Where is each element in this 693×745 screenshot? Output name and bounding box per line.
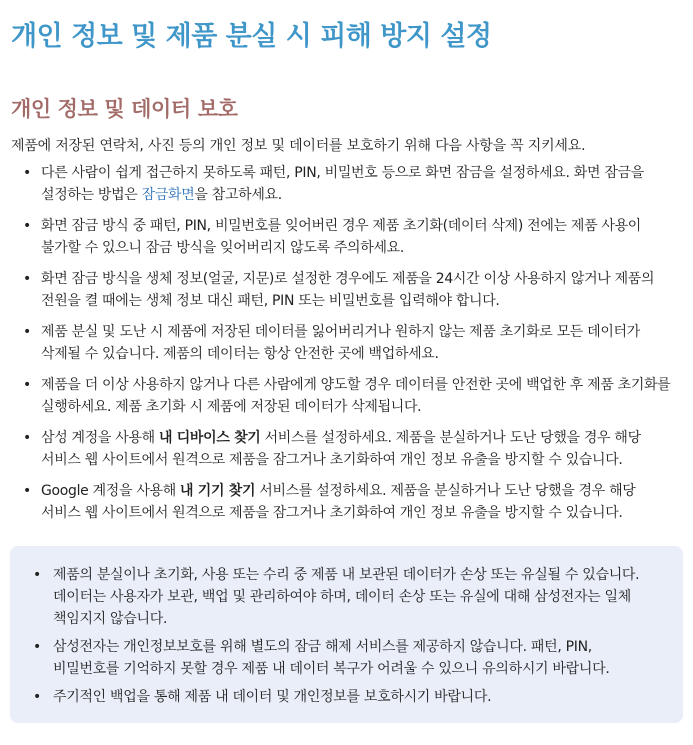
list-item-line: 서비스 웹 사이트에서 원격으로 제품을 잠그거나 초기화하여 개인 정보 유출을 방지할 수 있습니다. bbox=[41, 452, 623, 468]
notice-item bbox=[10, 564, 683, 630]
notice-box bbox=[10, 546, 683, 723]
notice-item bbox=[10, 686, 683, 708]
find-my-device-google-label: 내 기기 찾기 bbox=[180, 483, 256, 499]
list-item-text: 을 참고하세요. bbox=[194, 187, 282, 203]
notice-line: • 주기적인 백업을 통해 제품 내 데이터 및 개인정보를 보호하시기 바랍니다. bbox=[53, 689, 492, 705]
list-item bbox=[0, 215, 693, 259]
notice-item bbox=[10, 636, 683, 680]
list-item bbox=[0, 162, 693, 206]
list-item bbox=[0, 427, 693, 471]
list-item-text: Google 계정을 사용해 bbox=[41, 483, 181, 499]
list-item-text: 서비스를 설정하세요. 제품을 분실하거나 도난 당했을 경우 해당 bbox=[260, 430, 641, 446]
list-item-line: • 제품을 더 이상 사용하지 않거나 다른 사람에게 양도할 경우 데이터를 안전한 곳에 백업한 후 제품 초기화를 bbox=[41, 377, 671, 393]
list-item-line: 서비스 웹 사이트에서 원격으로 제품을 잠그거나 초기화하여 개인 정보 유출을 방지할 수 있습니다. bbox=[41, 505, 623, 521]
list-item-line: • 다른 사람이 쉽게 접근하지 못하도록 패턴, PIN, 비밀번호 등으로 화면 잠금을 설정하세요. 화면 잠금을 bbox=[41, 165, 644, 181]
list-item-line: 실행하세요. 제품 초기화 시 제품에 저장된 데이터가 삭제됩니다. bbox=[41, 399, 422, 415]
notice-line: • 삼성전자는 개인정보보호를 위해 별도의 잠금 해제 서비스를 제공하지 않습니다. 패턴, PIN, bbox=[53, 639, 592, 655]
list-item bbox=[0, 321, 693, 365]
list-item bbox=[0, 480, 693, 524]
list-item-line: 불가할 수 있으니 잠금 방식을 잊어버리지 않도록 주의하세요. bbox=[41, 240, 404, 256]
list-item-text: 삼성 계정을 사용해 bbox=[41, 430, 159, 446]
lock-screen-link[interactable]: 잠금화면 bbox=[141, 187, 195, 203]
page-title: 개인 정보 및 제품 분실 시 피해 방지 설정 bbox=[11, 21, 492, 52]
notice-list bbox=[10, 564, 683, 714]
list-item-line: 삭제될 수 있습니다. 제품의 데이터는 항상 안전한 곳에 백업하세요. bbox=[41, 346, 439, 362]
section-heading: 개인 정보 및 데이터 보호 bbox=[11, 97, 238, 121]
list-item-line bbox=[41, 184, 689, 206]
list-item-line bbox=[41, 427, 689, 449]
list-item-text: 설정하는 방법은 bbox=[41, 187, 142, 203]
list-item-line: • 제품 분실 및 도난 시 제품에 저장된 데이터를 잃어버리거나 원하지 않는 제품 초기화로 모든 데이터가 bbox=[41, 324, 640, 340]
list-item-line: 전원을 켤 때에는 생체 정보 대신 패턴, PIN 또는 비밀번호를 입력해야 합니다. bbox=[41, 293, 500, 309]
notice-line: 책임지지 않습니다. bbox=[53, 611, 168, 627]
list-item bbox=[0, 374, 693, 418]
notice-line: 비밀번호를 기억하지 못할 경우 제품 내 데이터 복구가 어려울 수 있으니 유의하시기 바랍니다. bbox=[53, 661, 610, 677]
notice-line: 데이터는 사용자가 보관, 백업 및 관리하여야 하며, 데이터 손상 또는 유실에 대해 삼성전자는 일체 bbox=[53, 589, 631, 605]
guideline-list bbox=[0, 162, 693, 533]
list-item-line: • 화면 잠금 방식 중 패턴, PIN, 비밀번호를 잊어버린 경우 제품 초기화(데이터 삭제) 전에는 제품 사용이 bbox=[41, 218, 642, 234]
find-my-device-label: 내 디바이스 찾기 bbox=[158, 430, 261, 446]
notice-line: • 제품의 분실이나 초기화, 사용 또는 수리 중 제품 내 보관된 데이터가 손상 또는 유실될 수 있습니다. bbox=[53, 567, 640, 583]
list-item-line: • 화면 잠금 방식을 생체 정보(얼굴, 지문)로 설정한 경우에도 제품을 24시간 이상 사용하지 않거나 제품의 bbox=[41, 271, 655, 287]
list-item-text: 서비스를 설정하세요. 제품을 분실하거나 도난 당했을 경우 해당 bbox=[255, 483, 636, 499]
list-item-line bbox=[41, 480, 689, 502]
section-intro: 제품에 저장된 연락처, 사진 등의 개인 정보 및 데이터를 보호하기 위해 다음 사항을 꼭 지키세요. bbox=[11, 138, 586, 154]
list-item bbox=[0, 268, 693, 312]
